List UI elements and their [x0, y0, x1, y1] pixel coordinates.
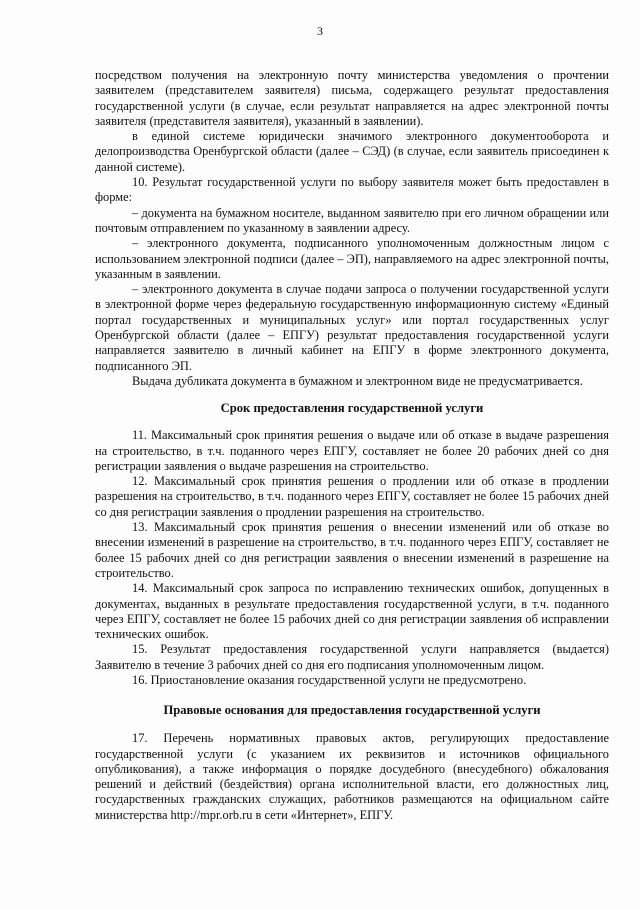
paragraph: 11. Максимальный срок принятия решения о выдаче или об отказе в выдаче разрешения на строительство, в т.ч. поданного через ЕПГУ, составляет не более 20 рабочих дней со дня регистрации заявления о выдаче разрешения на строительство.: [95, 428, 609, 473]
paragraph: посредством получения на электронную почту министерства уведомления о прочтении заявителем (представителем заявителя) письма, содержащего результат предоставления государственной услуги (в случае, если результат направляется на адрес электронной почты заявителя (представителя заявителя), указанный в заявлении).: [95, 68, 609, 128]
paragraph: 13. Максимальный срок принятия решения о внесении изменений или об отказе во внесении изменений в разрешение на строительство, в т.ч. поданного через ЕПГУ, составляет не более 15 рабочих дней со дня регистрации заявления о внесении изменений в разрешение на строительство.: [95, 520, 609, 580]
paragraph: в единой системе юридически значимого электронного документооборота и делопроизводства Оренбургской области (далее – СЭД) (в случае, если заявитель присоединен к данной системе).: [95, 129, 609, 174]
paragraph: 15. Результат предоставления государственной услуги направляется (выдается) Заявителю в течение 3 рабочих дней со дня его подписания уполномоченным лицом.: [95, 642, 609, 672]
document-body: [95, 68, 609, 823]
section-heading-term: Срок предоставления государственной услуги: [220, 401, 484, 416]
paragraph: 12. Максимальный срок принятия решения о продлении или об отказе в продлении разрешения на строительство, в т.ч. поданного через ЕПГУ, составляет не более 15 рабочих дней со дня регистрации заявления о продлении разрешения на строительство.: [95, 474, 609, 519]
paragraph: 17. Перечень нормативных правовых актов, регулирующих предоставление государственной услуги (с указанием их реквизитов и источников официального опубликования), а также информация о порядке досудебного (внесудебного) обжалования решений и действий (бездействия) органа исполнительной власти, его должностных лиц, государственных гражданских служащих, работников размещаются на официальном сайте министерства http://mpr.orb.ru в сети «Интернет», ЕПГУ.: [95, 731, 609, 822]
paragraph: 10. Результат государственной услуги по выбору заявителя может быть предоставлен в форме:: [95, 175, 609, 205]
paragraph: – документа на бумажном носителе, выданном заявителю при его личном обращении или почтовым отправлением по указанному в заявлении адресу.: [95, 205, 609, 235]
page-number: 3: [317, 24, 323, 38]
paragraph: 14. Максимальный срок запроса по исправлению технических ошибок, допущенных в документах, выданных в результате предоставления государственной услуги, в т.ч. поданного через ЕПГУ, составляет не более 15 рабочих дней со дня регистрации заявления об исправлении технических ошибок.: [95, 581, 609, 642]
section-heading-legal-basis: Правовые основания для предоставления государственной услуги: [163, 703, 541, 718]
paragraph: – электронного документа, подписанного уполномоченным должностным лицом с использованием электронной подписи (далее – ЭП), направляемого на адрес электронной почты, указанным в заявлении.: [95, 236, 609, 281]
paragraph: Выдача дубликата документа в бумажном и электронном виде не предусматривается.: [132, 373, 583, 388]
paragraph: 16. Приостановление оказания государственной услуги не предусмотрено.: [132, 672, 527, 687]
paragraph: – электронного документа в случае подачи запроса о получении государственной услуги в электронной форме через федеральную государственную информационную систему «Единый портал государственных и муниципальных услуг» или портал государственных услуг Оренбургской области (далее – ЕПГУ) результат предоставления государственной услуги направляется заявителю в личный кабинет на ЕПГУ в форме электронного документа, подписанного ЭП.: [95, 282, 609, 373]
